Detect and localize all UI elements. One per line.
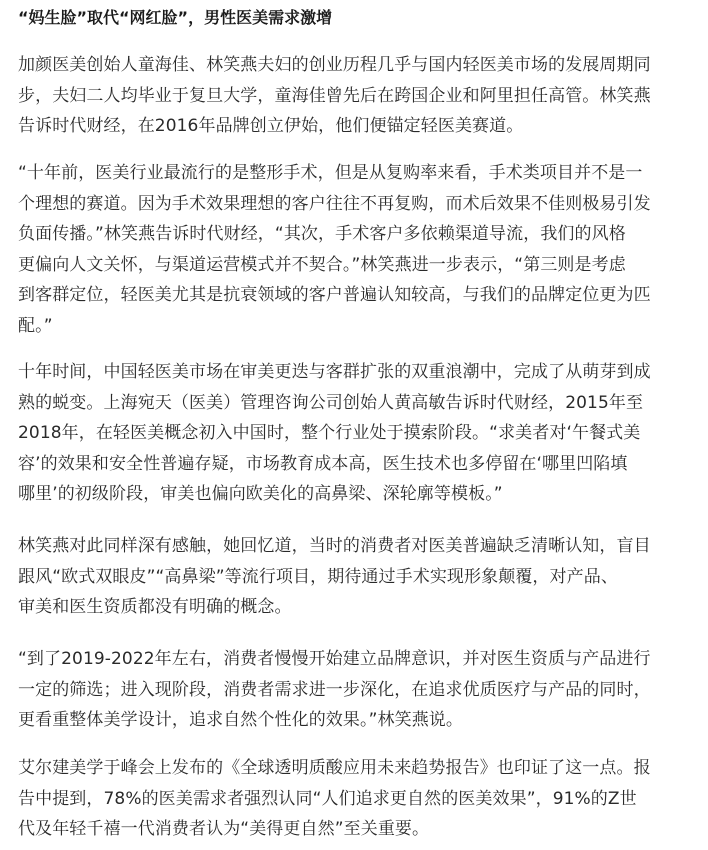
paragraph-line: 熟的蜕变。上海宛天（医美）管理咨询公司创始人黄高敏告诉时代财经，2015年至 — [18, 392, 644, 413]
paragraph-report — [18, 753, 694, 845]
paragraph-line: 十年时间，中国轻医美市场在审美更迭与客群扩张的双重浪潮中，完成了从萌芽到成 — [18, 362, 651, 382]
paragraph-line: 容’的效果和安全性普遍存疑，市场教育成本高，医生技术也多停留在‘哪里凹陷填 — [18, 453, 628, 474]
paragraph-line: 更偏向人文关怀，与渠道运营模式并不契合。”林笑燕进一步表示，“第三则是考虑 — [18, 254, 626, 275]
paragraph-line: 代及年轻千禧一代消费者认为“美得更自然”至关重要。 — [18, 819, 430, 839]
paragraph-line: 负面传播。”林笑燕告诉时代财经，“其次，手术客户多依赖渠道导流，我们的风格 — [18, 224, 626, 244]
paragraph-line: 到客群定位，轻医美尤其是抗衰领域的客户普遍认知较高，与我们的品牌定位更为匹 — [18, 285, 651, 305]
paragraph-line: 告诉时代财经，在2016年品牌创立伊始，他们便锚定轻医美赛道。 — [18, 116, 524, 136]
paragraph-line: 林笑燕对此同样深有感触，她回忆道，当时的消费者对医美普遍缺乏清晰认知，盲目 — [18, 536, 651, 556]
paragraph-line: 2018年，在轻医美概念初入中国时，整个行业处于摸索阶段。“求美者对‘午餐式美 — [18, 423, 641, 443]
paragraph-market-evolution — [18, 357, 694, 510]
paragraph-line: 审美和医生资质都没有明确的概念。 — [18, 597, 292, 617]
paragraph-line: 一定的筛选；进入现阶段，消费者需求进一步深化，在追求优质医疗与产品的同时， — [18, 679, 651, 700]
paragraph-line: 步，夫妇二人均毕业于复旦大学，童海佳曾先后在跨国企业和阿里担任高管。林笑燕 — [18, 85, 651, 106]
paragraph-line: 个理想的赛道。因为手术效果理想的客户往往不再复购，而术后效果不佳则极易引发 — [18, 193, 651, 214]
paragraph-line: 哪里’的初级阶段，审美也偏向欧美化的高鼻梁、深轮廓等模板。” — [18, 484, 503, 504]
paragraph-line: “到了2019-2022年左右，消费者慢慢开始建立品牌意识，并对医生资质与产品进行 — [18, 649, 651, 669]
paragraph-quote-ten-years — [18, 158, 694, 341]
paragraph-line: 跟风“欧式双眼皮”“高鼻梁”等流行项目，期待通过手术实现形象颠覆，对产品、 — [18, 566, 618, 587]
paragraph-line: 艾尔建美学于峰会上发布的《全球透明质酸应用未来趋势报告》也印证了这一点。报 — [18, 758, 651, 778]
paragraph-founders — [18, 50, 694, 142]
paragraph-line: 告中提到，78%的医美需求者强烈认同“人们追求更自然的医美效果”，91%的Z世 — [18, 788, 637, 809]
section-heading: “妈生脸”取代“网红脸”，男性医美需求激增 — [18, 8, 333, 27]
paragraph-line: “十年前，医美行业最流行的是整形手术，但是从复购率来看，手术类项目并不是一 — [18, 163, 643, 183]
paragraph-line: 更看重整体美学设计，追求自然个性化的效果。”林笑燕说。 — [18, 710, 464, 730]
paragraph-line: 加颜医美创始人童海佳、林笑燕夫妇的创业历程几乎与国内轻医美市场的发展周期同 — [18, 55, 651, 75]
paragraph-line: 配。” — [18, 315, 53, 336]
paragraph-brand-awareness — [18, 644, 694, 736]
paragraph-consumer-recall — [18, 531, 694, 623]
